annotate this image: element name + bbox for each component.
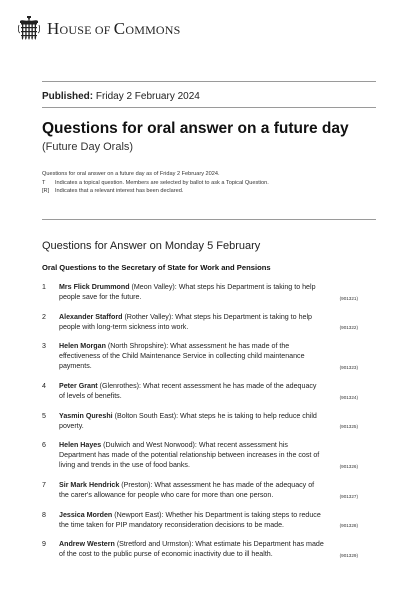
question-text: Andrew Western (Stretford and Urmston): What estimate his Department has made of the cost to the public purse of economic inactivity due to ill health.	[59, 540, 324, 559]
list-item	[42, 411, 360, 431]
intro-line: Questions for oral answer on a future day as of Friday 2 February 2024.	[42, 171, 220, 177]
question-text: Jessica Morden (Newport East): Whether his Department is taking steps to reduce the time taken for PIP mandatory reconsideration decisions to be made.	[59, 510, 321, 529]
question-ref: (901325)	[339, 424, 358, 430]
member-name: Mrs Flick Drummond	[59, 283, 130, 291]
published-date: Friday 2 February 2024	[95, 91, 200, 102]
legend-row	[42, 187, 269, 196]
member-name: Alexander Stafford	[59, 312, 123, 321]
question-number: 6	[42, 441, 46, 450]
published-label: Published:	[42, 91, 94, 102]
masthead	[18, 16, 181, 42]
question-ref: (901324)	[339, 394, 358, 400]
question-ref: (901321)	[339, 295, 358, 301]
divider	[42, 107, 376, 108]
divider	[42, 219, 376, 220]
list-item	[42, 510, 360, 530]
member-name: Jessica Morden	[59, 510, 113, 519]
list-item	[42, 539, 360, 559]
published-line	[42, 91, 200, 102]
legend-key: T	[42, 179, 46, 186]
list-item	[42, 341, 360, 371]
member-name: Helen Hayes	[59, 441, 102, 450]
portcullis-crest-icon	[18, 16, 40, 42]
question-text: Alexander Stafford (Rother Valley): What steps his Department is taking to help people with long-term sickness into work.	[59, 312, 312, 331]
question-ref: (901326)	[339, 464, 358, 470]
question-ref: (901328)	[339, 523, 358, 529]
legend-key: [R]	[42, 188, 50, 195]
section-title: Questions for Answer on Monday 5 February	[42, 240, 261, 252]
question-ref: (901322)	[339, 325, 358, 331]
house-of-commons-wordmark: HOUSE OF COMMONS	[47, 19, 181, 38]
question-number: 2	[42, 312, 46, 321]
legend-text: Indicates that a relevant interest has been declared.	[55, 188, 184, 195]
question-number: 5	[42, 411, 46, 420]
question-list	[42, 282, 360, 559]
question-number: 9	[42, 540, 46, 549]
intro-notes	[42, 170, 269, 196]
list-item	[42, 381, 360, 401]
list-item	[42, 440, 360, 470]
question-ref: (901323)	[339, 365, 358, 371]
list-item	[42, 480, 360, 500]
question-text: Mrs Flick Drummond (Meon Valley): What steps his Department is taking to help people save for the future.	[59, 283, 316, 302]
legend-row	[42, 179, 269, 188]
list-item	[42, 282, 360, 302]
member-name: Helen Morgan	[59, 342, 106, 351]
question-number: 7	[42, 480, 46, 489]
question-ref: (901327)	[339, 493, 358, 499]
question-text: Helen Hayes (Dulwich and West Norwood): What recent assessment his Department has made of the potential relationship between increases in the cost of living and trends in the use of food banks.	[59, 441, 320, 470]
subsection-title: Oral Questions to the Secretary of State for Work and Pensions	[42, 263, 271, 272]
question-text: Helen Morgan (North Shropshire): What assessment he has made of the effectiveness of the Child Maintenance Service in collecting child maintenance payments.	[59, 342, 305, 371]
page-subtitle: (Future Day Orals)	[42, 141, 134, 153]
divider	[42, 81, 376, 82]
question-number: 8	[42, 510, 46, 519]
question-number: 4	[42, 381, 46, 390]
question-text: Yasmin Qureshi (Bolton South East): What steps he is taking to help reduce child poverty.	[59, 411, 317, 430]
member-name: Yasmin Qureshi	[59, 411, 113, 420]
question-text: Peter Grant (Glenrothes): What recent assessment he has made of the adequacy of levels of benefits.	[59, 381, 317, 400]
question-ref: (901329)	[339, 552, 358, 558]
question-number: 3	[42, 342, 46, 351]
legend-text: Indicates a topical question. Members are selected by ballot to ask a Topical Question.	[55, 179, 269, 186]
member-name: Andrew Western	[59, 540, 115, 549]
member-name: Peter Grant	[59, 381, 98, 390]
page-title: Questions for oral answer on a future day	[42, 120, 349, 137]
member-name: Sir Mark Hendrick	[59, 480, 120, 489]
question-number: 1	[42, 283, 46, 291]
question-text: Sir Mark Hendrick (Preston): What assessment he has made of the adequacy of the carer's allowance for people who care for more than one person.	[59, 480, 315, 499]
list-item	[42, 312, 360, 332]
